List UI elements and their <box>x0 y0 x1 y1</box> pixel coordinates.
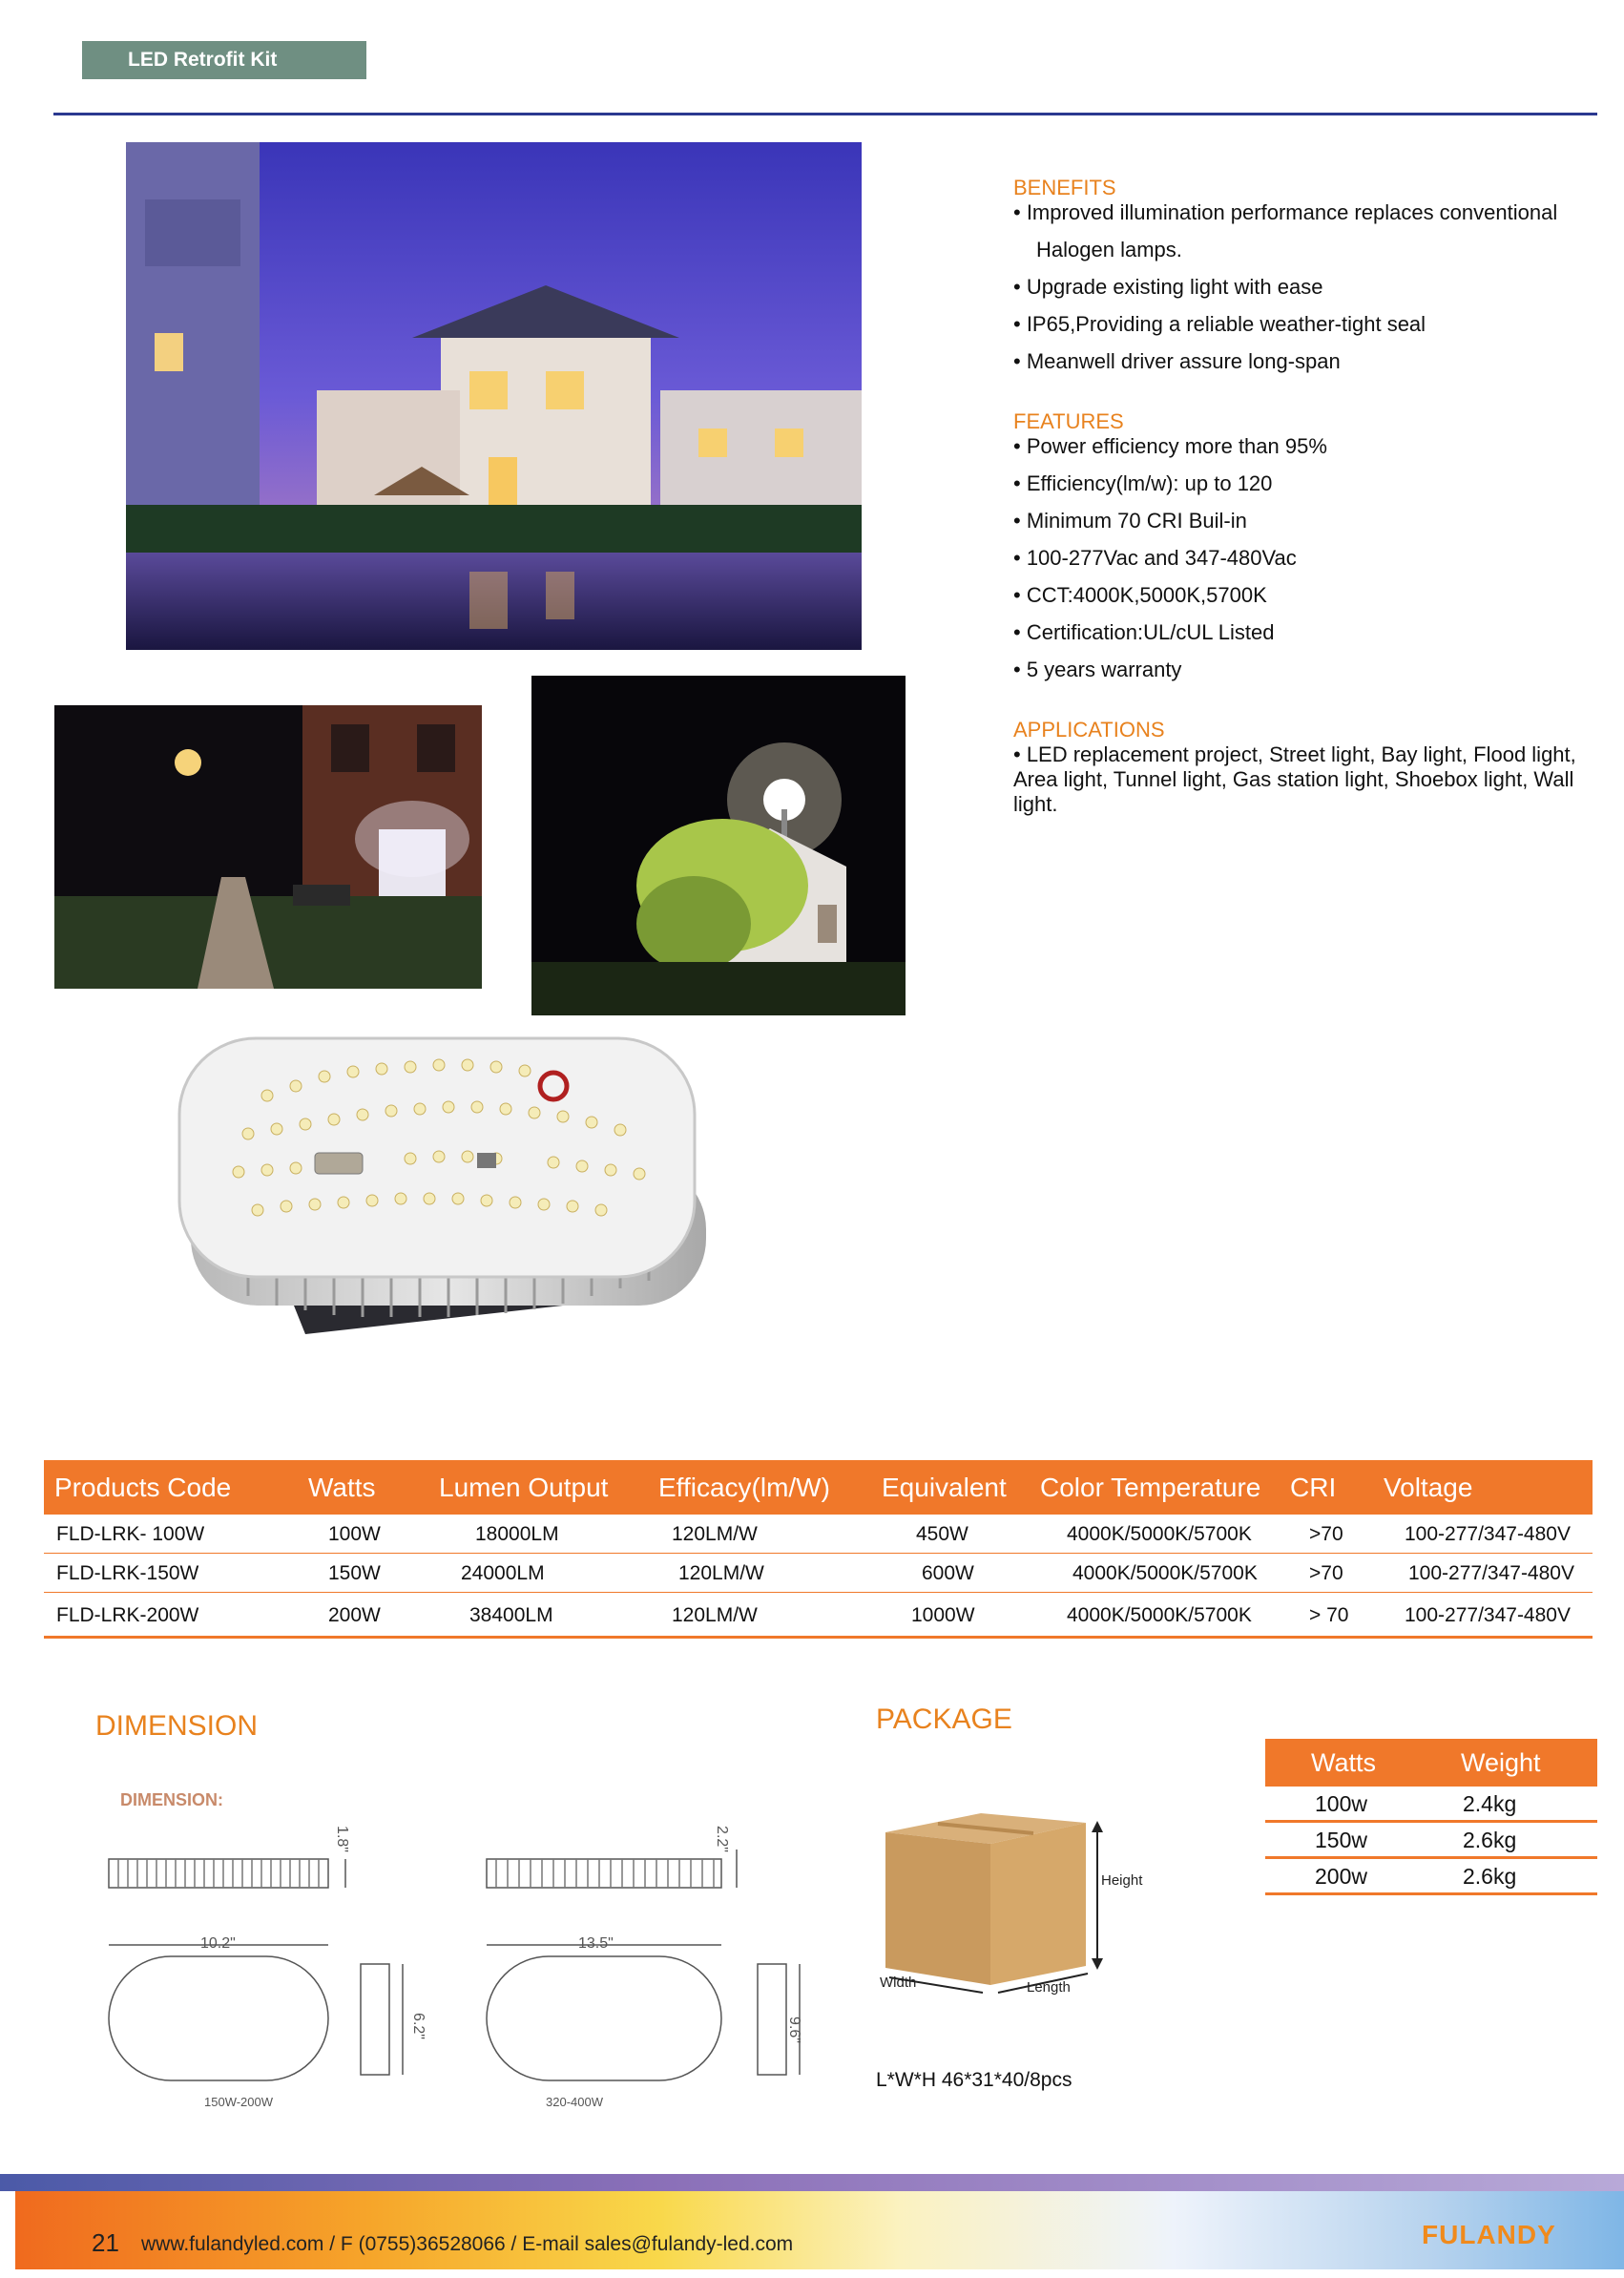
benefit-item: • Improved illumination performance replaces conventional <box>1013 200 1558 224</box>
cell-color-temp: 4000K/5000K/5700K <box>1072 1562 1258 1584</box>
dimension-title: DIMENSION <box>95 1710 259 1742</box>
cell-efficacy: 120LM/W <box>678 1562 764 1584</box>
section-tab: LED Retrofit Kit <box>82 41 366 79</box>
cell-voltage: 100-277/347-480V <box>1405 1523 1571 1545</box>
left-length-label: 10.2" <box>200 1935 236 1952</box>
page-number: 21 <box>92 2228 119 2257</box>
header-lumen-output: Lumen Output <box>439 1473 609 1502</box>
cell-efficacy: 120LM/W <box>672 1604 758 1626</box>
spec-table-header <box>44 1460 1593 1515</box>
cell-weight: 2.4kg <box>1463 1791 1517 1816</box>
table-row <box>1265 1823 1597 1859</box>
benefit-item: • IP65,Providing a reliable weather-tight seal <box>1013 312 1426 336</box>
right-width-label: 9.6" <box>785 2017 802 2043</box>
right-height-label: 2.2" <box>713 1826 730 1852</box>
left-height-label: 1.8" <box>333 1826 350 1852</box>
walkway-night-photo <box>54 705 482 989</box>
cell-weight: 2.6kg <box>1463 1864 1517 1889</box>
cell-watts: 100w <box>1315 1791 1367 1816</box>
cell-cri: > 70 <box>1309 1604 1349 1626</box>
feature-item: • 5 years warranty <box>1013 658 1182 681</box>
package-title: PACKAGE <box>876 1703 1012 1735</box>
benefit-item: Halogen lamps. <box>1036 238 1182 261</box>
footer-contact: www.fulandyled.com / F (0755)36528066 / E-mail sales@fulandy-led.com <box>141 2233 794 2255</box>
package-size-text: L*W*H 46*31*40/8pcs <box>876 2069 1072 2091</box>
box-height-label: Height <box>1101 1872 1143 1889</box>
cell-color-temp: 4000K/5000K/5700K <box>1067 1523 1252 1545</box>
feature-item: • CCT:4000K,5000K,5700K <box>1013 583 1267 607</box>
table-row <box>1265 1859 1597 1895</box>
header-watts: Watts <box>1311 1748 1377 1777</box>
header-equivalent: Equivalent <box>882 1473 1007 1502</box>
feature-item: • Minimum 70 CRI Buil-in <box>1013 509 1247 533</box>
weight-table-header <box>1265 1739 1597 1787</box>
cell-cri: >70 <box>1309 1562 1343 1584</box>
cell-watts: 150W <box>328 1562 381 1584</box>
cell-weight: 2.6kg <box>1463 1828 1517 1852</box>
header-weight: Weight <box>1461 1748 1541 1777</box>
feature-item: • 100-277Vac and 347-480Vac <box>1013 546 1297 570</box>
cell-equivalent: 450W <box>916 1523 968 1545</box>
feature-item: • Power efficiency more than 95% <box>1013 434 1327 458</box>
box-width-label: Width <box>880 1975 917 1991</box>
cell-voltage: 100-277/347-480V <box>1405 1604 1571 1626</box>
cell-lumen: 38400LM <box>469 1604 553 1626</box>
cell-efficacy: 120LM/W <box>672 1523 758 1545</box>
cell-code: FLD-LRK-150W <box>56 1562 199 1584</box>
cell-equivalent: 1000W <box>911 1604 975 1626</box>
cell-watts: 150w <box>1315 1828 1367 1852</box>
header-color-temperature: Color Temperature <box>1040 1473 1261 1502</box>
cell-equivalent: 600W <box>922 1562 974 1584</box>
cell-watts: 200W <box>328 1604 381 1626</box>
feature-item: • Certification:UL/cUL Listed <box>1013 620 1275 644</box>
header-voltage: Voltage <box>1384 1473 1473 1502</box>
weight-table <box>1265 1739 1597 1895</box>
cell-code: FLD-LRK- 100W <box>56 1523 205 1545</box>
table-row <box>1265 1787 1597 1823</box>
cell-watts: 100W <box>328 1523 381 1545</box>
footer-band <box>15 2191 1624 2269</box>
table-row <box>44 1554 1593 1593</box>
cell-watts: 200w <box>1315 1864 1367 1889</box>
cell-lumen: 18000LM <box>475 1523 559 1545</box>
right-length-label: 13.5" <box>578 1935 614 1952</box>
benefits-title: BENEFITS <box>1013 176 1116 199</box>
cell-color-temp: 4000K/5000K/5700K <box>1067 1604 1252 1626</box>
dimension-drawing-label: DIMENSION: <box>120 1790 223 1809</box>
brand-logo: FULANDY <box>1422 2220 1556 2249</box>
cell-code: FLD-LRK-200W <box>56 1604 199 1626</box>
header-efficacy: Efficacy(lm/W) <box>658 1473 830 1502</box>
footer-accent-bar <box>0 2174 1624 2191</box>
right-caption: 320-400W <box>546 2095 603 2109</box>
cell-lumen: 24000LM <box>461 1562 545 1584</box>
left-caption: 150W-200W <box>204 2095 274 2109</box>
box-length-label: Length <box>1027 1979 1071 1996</box>
table-row <box>44 1593 1593 1639</box>
villa-night-photo <box>126 142 862 650</box>
cell-cri: >70 <box>1309 1523 1343 1545</box>
header-products-code: Products Code <box>54 1473 232 1502</box>
benefit-item: • Meanwell driver assure long-span <box>1013 349 1341 373</box>
features-title: FEATURES <box>1013 409 1124 433</box>
carton-box-image <box>876 1804 1162 1995</box>
applications-title: APPLICATIONS <box>1013 718 1165 742</box>
floodlight-night-photo <box>531 676 906 1015</box>
header-cri: CRI <box>1290 1473 1337 1502</box>
retrofit-kit-product-image <box>172 1010 725 1393</box>
header-divider <box>53 113 1597 115</box>
header-watts: Watts <box>308 1473 376 1502</box>
left-width-label: 6.2" <box>409 2013 427 2039</box>
cell-voltage: 100-277/347-480V <box>1408 1562 1574 1584</box>
benefit-item: • Upgrade existing light with ease <box>1013 275 1323 299</box>
spec-table <box>44 1460 1593 1639</box>
table-row <box>44 1515 1593 1554</box>
applications-text: • LED replacement project, Street light, Bay light, Flood light, Area light, Tunnel light, Gas station light, Shoebox light, Wall light. <box>1013 742 1576 816</box>
feature-item: • Efficiency(lm/w): up to 120 <box>1013 471 1273 495</box>
